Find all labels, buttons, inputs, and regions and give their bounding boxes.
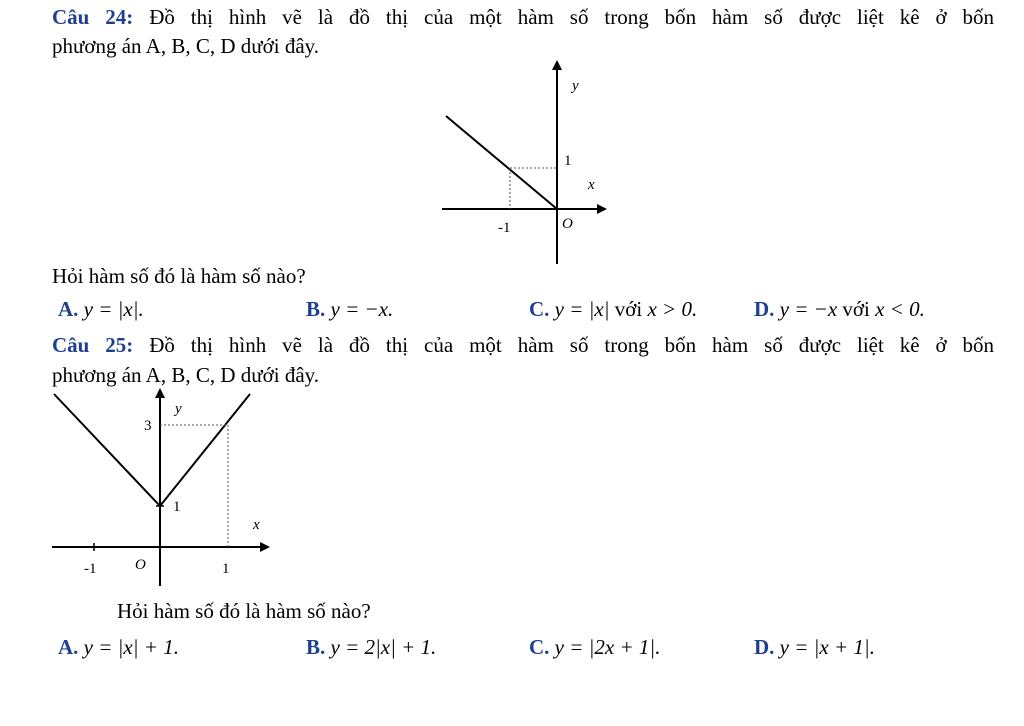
q24-origin-label: O <box>562 216 573 232</box>
q24-option-a[interactable] <box>58 296 144 322</box>
q24-x-label: x <box>588 177 595 193</box>
q24-tick-xm1: -1 <box>498 220 511 236</box>
q24-function-line <box>446 116 557 209</box>
q24-question: Hỏi hàm số đó là hàm số nào? <box>52 264 306 288</box>
q24-y-label: y <box>572 78 579 94</box>
q25-function-line <box>54 394 250 506</box>
q25-origin-label: O <box>135 557 146 573</box>
q24-option-c[interactable] <box>529 296 697 322</box>
q24-graph <box>430 56 630 266</box>
q25-option-c-formula: y = |2x + 1|. <box>554 635 661 659</box>
q25-option-a[interactable] <box>58 634 179 660</box>
q25-tick-xm1: -1 <box>84 561 97 577</box>
q25-option-d[interactable] <box>754 634 875 660</box>
q24-label: Câu 24: <box>52 5 134 29</box>
q25-question: Hỏi hàm số đó là hàm số nào? <box>117 599 371 623</box>
q25-y-label: y <box>175 401 182 417</box>
q24-option-d-suffix: với <box>842 297 870 321</box>
q25-option-c[interactable] <box>529 634 660 660</box>
q25-tick-y1: 1 <box>173 499 181 515</box>
q25-option-d-letter: D. <box>754 635 775 659</box>
q25-stem-text: Đồ thị hình vẽ là đồ thị của một hàm số trong bốn hàm số được liệt kê ở bốn <box>149 333 995 357</box>
q24-stem-line2: phương án A, B, C, D dưới đây. <box>52 34 320 58</box>
q25-stem-line1 <box>52 332 994 358</box>
q25-tick-y3: 3 <box>144 418 152 434</box>
q24-stem-text: Đồ thị hình vẽ là đồ thị của một hàm số trong bốn hàm số được liệt kê ở bốn <box>149 5 995 29</box>
q25-option-a-letter: A. <box>58 635 79 659</box>
q25-option-b-formula: y = 2|x| + 1. <box>330 635 437 659</box>
q24-option-d[interactable] <box>754 296 925 322</box>
q24-option-d-formula: y = −x <box>779 297 838 321</box>
q25-option-c-letter: C. <box>529 635 550 659</box>
q24-option-c-letter: C. <box>529 297 550 321</box>
q24-option-b-formula: y = −x. <box>330 297 394 321</box>
q24-option-c-condition: x > 0. <box>647 297 698 321</box>
q24-option-a-letter: A. <box>58 297 79 321</box>
q25-label: Câu 25: <box>52 333 134 357</box>
q24-option-b-letter: B. <box>306 297 326 321</box>
q25-stem-line2: phương án A, B, C, D dưới đây. <box>52 363 320 387</box>
q25-x-label: x <box>253 517 260 533</box>
q25-graph <box>40 386 280 586</box>
q25-option-a-formula: y = |x| + 1. <box>83 635 179 659</box>
q24-option-d-condition: x < 0. <box>875 297 925 321</box>
q24-stem-line1 <box>52 4 994 30</box>
q24-option-c-suffix: với <box>614 297 643 321</box>
q24-option-d-letter: D. <box>754 297 775 321</box>
q24-option-b[interactable] <box>306 296 393 322</box>
q24-option-c-formula: y = |x| <box>554 297 610 321</box>
q24-option-a-formula: y = |x|. <box>83 297 144 321</box>
q25-tick-x1: 1 <box>222 561 230 577</box>
q25-option-d-formula: y = |x + 1|. <box>779 635 875 659</box>
q24-tick-y1: 1 <box>564 153 572 169</box>
q25-option-b[interactable] <box>306 634 436 660</box>
q25-option-b-letter: B. <box>306 635 326 659</box>
